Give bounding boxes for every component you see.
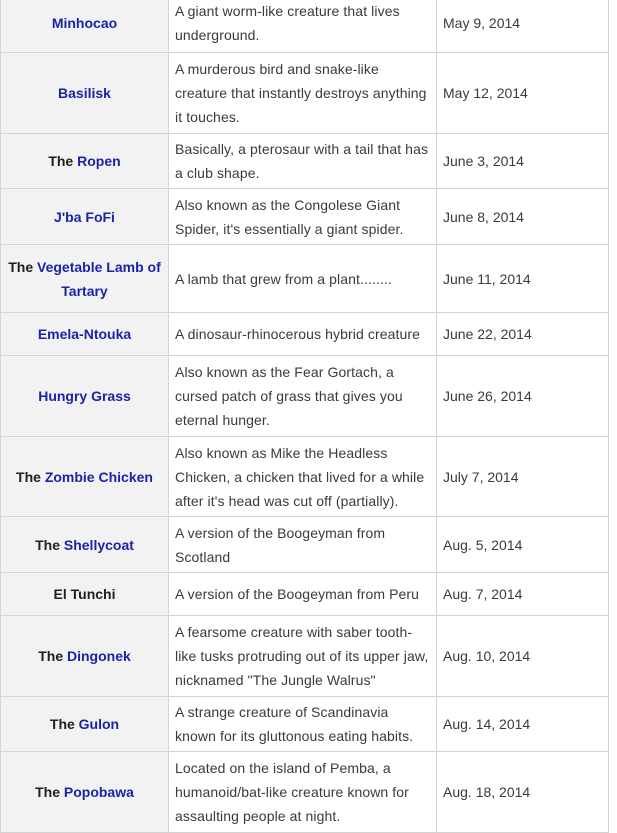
- creature-date: June 8, 2014: [437, 189, 609, 245]
- creature-link[interactable]: Minhocao: [51, 14, 118, 31]
- creature-date: Aug. 10, 2014: [437, 616, 609, 697]
- creature-name-cell: [1, 53, 169, 134]
- creature-link[interactable]: J'ba FoFi: [54, 208, 115, 225]
- creature-name-prefix: The: [48, 153, 78, 169]
- page-right-gutter: [609, 0, 617, 833]
- creature-name-cell: [1, 189, 169, 245]
- creature-description: A murderous bird and snake-like creature that instantly destroys anything it touches.: [169, 53, 437, 134]
- creature-date: May 9, 2014: [437, 0, 609, 53]
- creature-description: Also known as Mike the Headless Chicken, a chicken that lived for a while after it's head was cut off (partially).: [169, 437, 437, 517]
- creature-name-cell: [1, 0, 169, 53]
- creature-name-prefix: The: [38, 648, 67, 664]
- creature-link[interactable]: Ropen: [77, 153, 121, 169]
- table-row: [1, 313, 609, 356]
- creature-link[interactable]: Dingonek: [67, 648, 131, 664]
- creature-link[interactable]: Emela-Ntouka: [37, 326, 132, 342]
- table-row: [1, 134, 609, 189]
- creature-name-cell: [1, 517, 169, 573]
- creature-name-prefix: The: [16, 468, 45, 485]
- table-row: [1, 53, 609, 134]
- creature-name-cell: [1, 573, 169, 616]
- creature-description: A fearsome creature with saber tooth-like tusks protruding out of its upper jaw, nicknamed "The Jungle Walrus": [169, 616, 437, 697]
- creature-date: May 12, 2014: [437, 53, 609, 134]
- creature-date: June 11, 2014: [437, 245, 609, 313]
- creature-name-prefix: The: [35, 536, 64, 553]
- creature-link[interactable]: Gulon: [78, 716, 120, 732]
- creature-link[interactable]: Vegetable Lamb of Tartary: [37, 258, 161, 299]
- creature-description: A strange creature of Scandinavia known for its gluttonous eating habits.: [169, 697, 437, 752]
- creature-name-cell: [1, 437, 169, 517]
- creature-link[interactable]: Hungry Grass: [38, 388, 131, 404]
- creature-name-prefix: The: [49, 716, 79, 732]
- creature-name-cell: [1, 245, 169, 313]
- creature-date: July 7, 2014: [437, 437, 609, 517]
- creature-name-prefix: The: [8, 258, 38, 275]
- creature-date: Aug. 14, 2014: [437, 697, 609, 752]
- table-row: [1, 573, 609, 616]
- creature-name-text: El Tunchi: [53, 586, 116, 602]
- creature-link[interactable]: Basilisk: [58, 85, 111, 101]
- creature-description: Located on the island of Pemba, a humanoid/bat-like creature known for assaulting people at night.: [169, 752, 437, 833]
- creature-description: Also known as the Fear Gortach, a cursed patch of grass that gives you eternal hunger.: [169, 356, 437, 437]
- creature-description: Basically, a pterosaur with a tail that has a club shape.: [169, 134, 437, 189]
- creature-description: A giant worm-like creature that lives underground.: [169, 0, 437, 53]
- creature-link[interactable]: Popobawa: [63, 784, 134, 800]
- creature-table-body: [1, 0, 609, 833]
- creature-name-cell: [1, 752, 169, 833]
- table-row: [1, 616, 609, 697]
- table-row: [1, 697, 609, 752]
- creature-name-cell: [1, 616, 169, 697]
- creature-name-cell: [1, 313, 169, 356]
- table-row: [1, 0, 609, 53]
- creature-name-prefix: The: [35, 784, 64, 800]
- creature-description: A lamb that grew from a plant........: [169, 245, 437, 313]
- creature-date: Aug. 7, 2014: [437, 573, 609, 616]
- creature-date: June 3, 2014: [437, 134, 609, 189]
- creature-date: Aug. 18, 2014: [437, 752, 609, 833]
- creature-date: Aug. 5, 2014: [437, 517, 609, 573]
- table-row: [1, 356, 609, 437]
- table-row: [1, 517, 609, 573]
- creature-name-cell: [1, 697, 169, 752]
- creature-description: A version of the Boogeyman from Peru: [169, 573, 437, 616]
- table-row: [1, 437, 609, 517]
- creature-description: Also known as the Congolese Giant Spider, it's essentially a giant spider.: [169, 189, 437, 245]
- table-row: [1, 752, 609, 833]
- creature-name-cell: [1, 356, 169, 437]
- table-row: [1, 189, 609, 245]
- creature-date: June 26, 2014: [437, 356, 609, 437]
- table-row: [1, 245, 609, 313]
- creature-description: A dinosaur-rhinocerous hybrid creature: [169, 313, 437, 356]
- creature-link[interactable]: Shellycoat: [63, 536, 134, 553]
- creature-name-cell: [1, 134, 169, 189]
- creature-date: June 22, 2014: [437, 313, 609, 356]
- creature-description: A version of the Boogeyman from Scotland: [169, 517, 437, 573]
- creature-link[interactable]: Zombie Chicken: [44, 468, 153, 485]
